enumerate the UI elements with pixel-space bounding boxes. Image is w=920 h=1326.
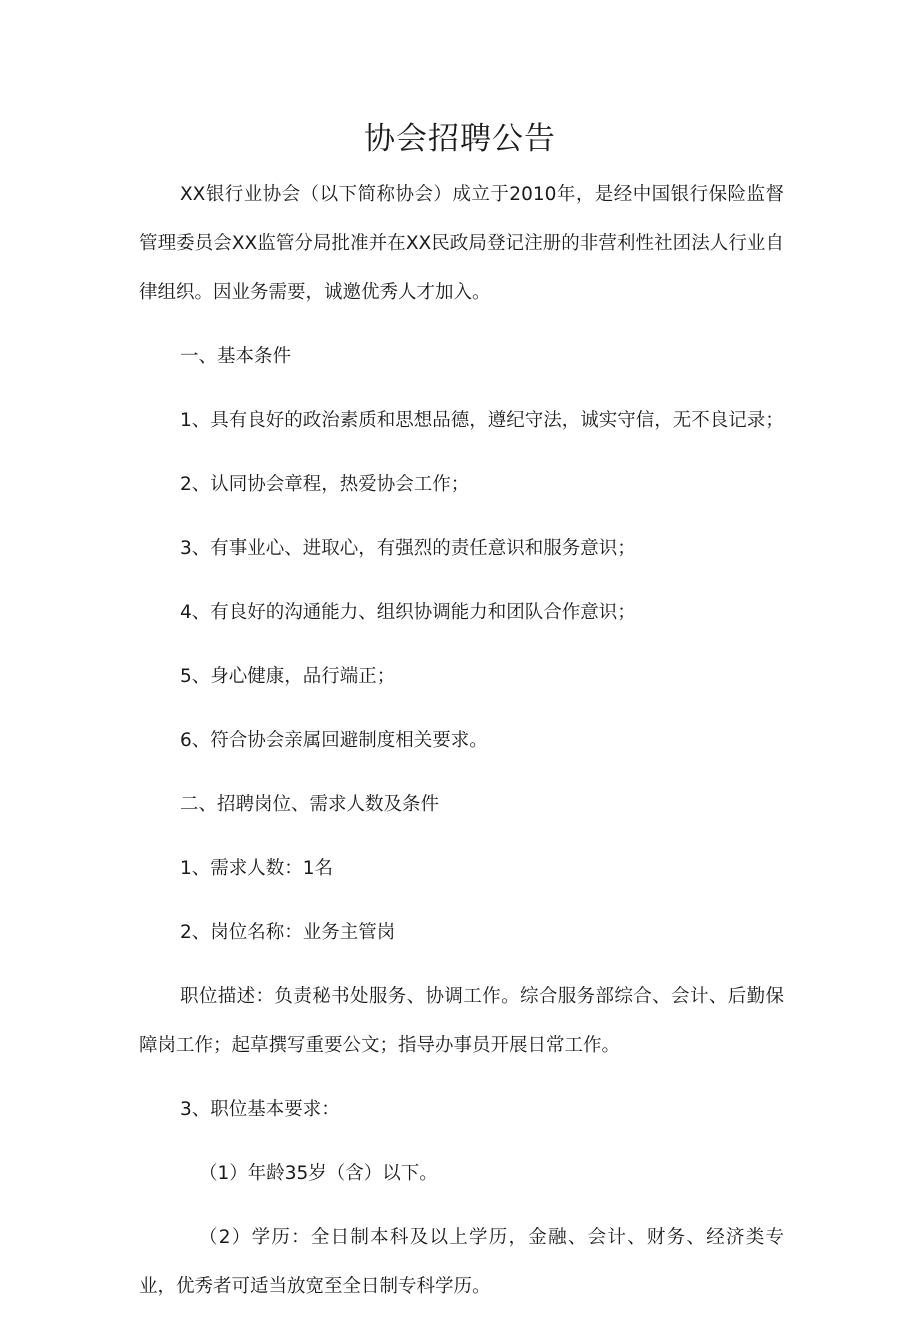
requirement-item-2: （2）学历：全日制本科及以上学历，金融、会计、财务、经济类专业，优秀者可适当放宽至全日制专科学历。: [139, 1227, 784, 1297]
position-name-line: 2、岗位名称：业务主管岗: [180, 922, 396, 943]
requirement-item-1: （1）年龄35岁（含）以下。: [199, 1163, 438, 1184]
condition-item-6: 6、符合协会亲属回避制度相关要求。: [180, 730, 488, 751]
requirements-heading: 3、职位基本要求：: [180, 1099, 340, 1120]
intro-paragraph: XX银行业协会（以下简称协会）成立于2010年，是经中国银行保险监督管理委员会XX监管分局批准并在XX民政局登记注册的非营利性社团法人行业自律组织。因业务需要，诚邀优秀人才加入。: [139, 184, 784, 303]
job-description-paragraph: 职位描述：负责秘书处服务、协调工作。综合服务部综合、会计、后勤保障岗工作；起草撰写重要公文；指导办事员开展日常工作。: [139, 986, 784, 1056]
document-body: [139, 170, 784, 1326]
condition-item-3: 3、有事业心、进取心，有强烈的责任意识和服务意识；: [180, 538, 636, 559]
condition-item-4: 4、有良好的沟通能力、组织协调能力和团队合作意识；: [180, 602, 636, 623]
condition-item-2: 2、认同协会章程，热爱协会工作；: [180, 474, 470, 495]
section-2-heading: 二、招聘岗位、需求人数及条件: [180, 794, 440, 815]
section-1-heading: 一、基本条件: [180, 346, 292, 367]
condition-item-1: 1、具有良好的政治素质和思想品德，遵纪守法，诚实守信，无不良记录；: [180, 410, 784, 431]
document-title: 协会招聘公告: [364, 121, 556, 157]
condition-item-5: 5、身心健康，品行端正；: [180, 666, 396, 687]
headcount-line: 1、需求人数：1名: [180, 858, 334, 879]
